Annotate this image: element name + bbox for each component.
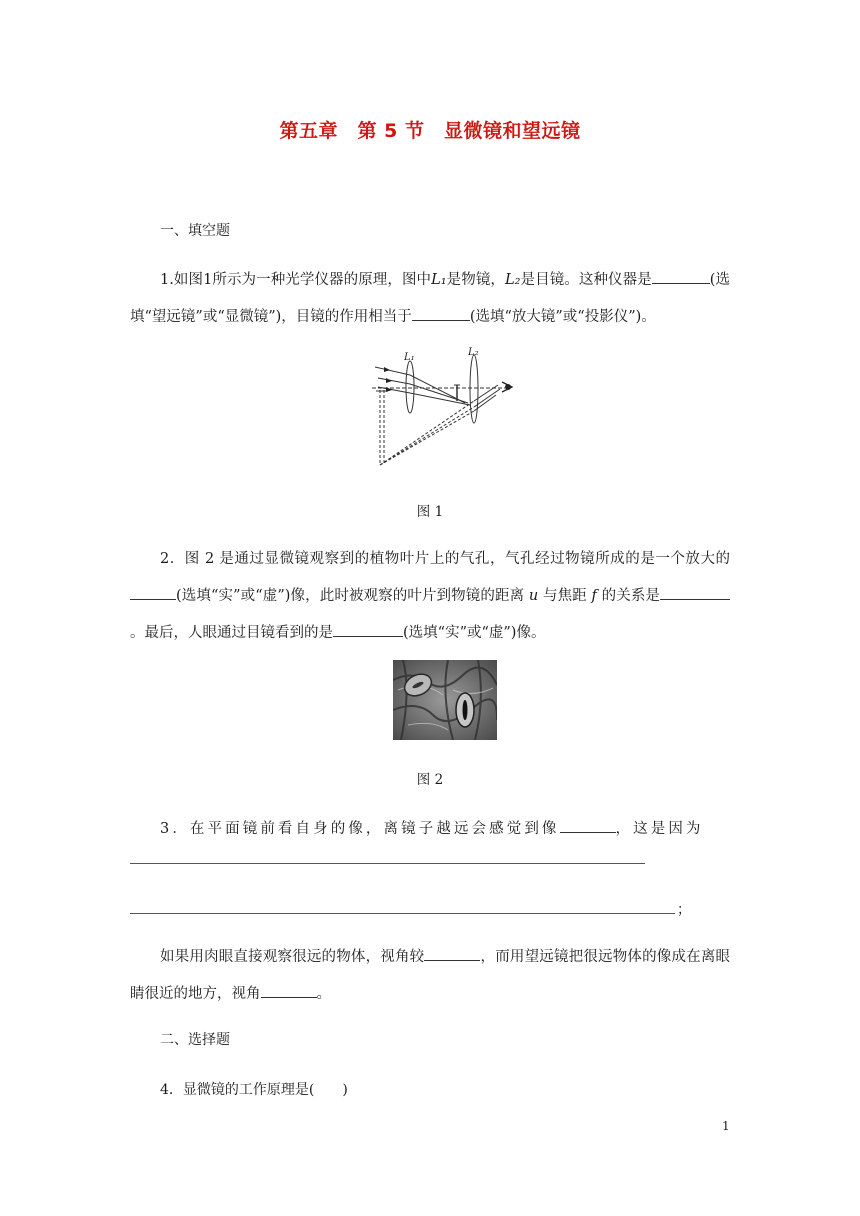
q2-text-3: 与焦距	[542, 588, 587, 604]
figure-label-l2: L₂	[468, 347, 479, 358]
q3-blank-1[interactable]	[560, 818, 616, 833]
figure-2-stoma-micrograph	[393, 660, 497, 740]
lens-l1	[406, 361, 414, 413]
q1-text-5: (选填“放大镜”或“投影仪”)。	[469, 309, 656, 325]
q3-semicolon: ；	[677, 902, 691, 918]
q3-blank-3[interactable]	[261, 983, 317, 998]
q2-text-1: 2．图 2 是通过显微镜观察到的植物叶片上的气孔，气孔经过物镜所成的是一个放大的	[160, 551, 730, 567]
section-heading-fill-in: 一、填空题	[160, 223, 230, 239]
q1-l1: L₁	[431, 272, 447, 288]
figure-2-caption: 图 2	[416, 772, 444, 788]
question-3-paragraph-2	[130, 939, 730, 1013]
q1-text-3: 是目镜。这种仪器是	[520, 272, 652, 288]
figure-label-l1: L₁	[404, 352, 415, 363]
question-3-line-1	[130, 811, 730, 848]
page-title: 第五章 第 5 节 显微镜和望远镜	[279, 120, 581, 142]
q3-blank-2[interactable]	[424, 946, 480, 961]
q3-answer-line-1[interactable]	[130, 862, 645, 864]
q3-text-4: ，而用望远镜把很远物体的像成在离眼睛很近的地方，视角	[130, 949, 730, 1002]
q2-blank-2[interactable]	[660, 585, 730, 600]
q3-answer-line-2[interactable]	[130, 912, 675, 914]
section-heading-choice: 二、选择题	[160, 1032, 230, 1048]
q2-text-6: (选填“实”或“虚”)像。	[403, 625, 546, 641]
q3-text-5: 。	[316, 986, 331, 1002]
q1-text-2: 是物镜，	[446, 272, 505, 288]
q3-text-1: 3．在平面镜前看自身的像，离镜子越远会感觉到像	[160, 821, 560, 837]
q1-blank-2[interactable]	[412, 306, 470, 321]
q2-blank-3[interactable]	[333, 622, 403, 637]
question-2	[130, 541, 730, 652]
q2-text-5: 。最后，人眼通过目镜看到的是	[130, 625, 333, 641]
figure-1-optical-diagram	[370, 345, 520, 470]
q2-text-2: (选填“实”或“虚”)像，此时被观察的叶片到物镜的距离	[176, 588, 525, 604]
question-4: 4．显微镜的工作原理是( )	[160, 1082, 348, 1098]
q2-blank-1[interactable]	[130, 585, 176, 600]
q2-u: u	[528, 588, 539, 604]
q3-text-3: 如果用肉眼直接观察很远的物体，视角较	[160, 949, 425, 965]
eye-icon	[502, 382, 512, 392]
q2-f: f	[591, 588, 597, 604]
q1-l2: L₂	[505, 272, 521, 288]
q1-blank-1[interactable]	[652, 269, 710, 284]
question-1	[130, 262, 730, 336]
figure-1-caption: 图 1	[416, 504, 444, 520]
page-number: 1	[722, 1119, 730, 1133]
q1-text-1: 1.如图1所示为一种光学仪器的原理，图中	[160, 272, 432, 288]
q3-text-2: ，这是因为	[615, 821, 704, 837]
q1-text-4: (选填“望远镜”或“显微镜”)，目镜的作用相当于	[130, 272, 731, 325]
q2-text-4: 的关系是	[601, 588, 661, 604]
